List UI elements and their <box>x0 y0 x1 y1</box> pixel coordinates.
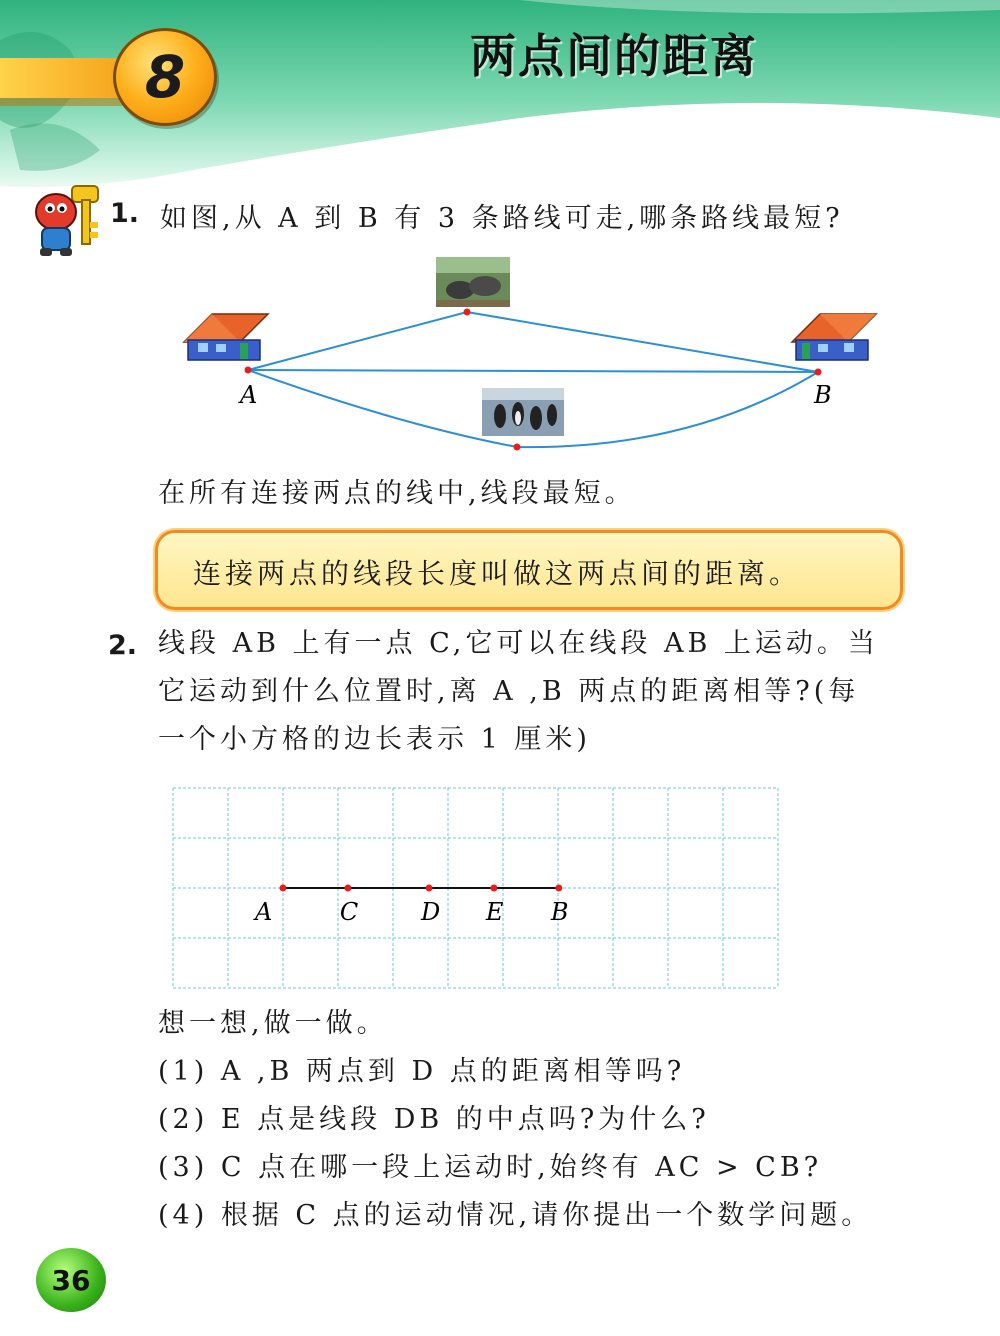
grid-point-a <box>280 885 287 892</box>
think-title: 想一想,做一做。 <box>158 1008 388 1039</box>
page-title: 两点间的距离 <box>470 29 758 83</box>
route-straight <box>248 370 818 372</box>
grid-figure <box>170 786 784 994</box>
point-lower <box>514 444 521 451</box>
q2-line-1: 线段 AB 上有一点 C,它可以在线段 AB 上运动。当 <box>158 628 879 659</box>
grid-point-d <box>426 885 433 892</box>
grid-point-c <box>344 885 351 892</box>
question-2-number: 2. <box>108 630 138 661</box>
grid-label-b: B <box>550 898 569 926</box>
house-a-icon <box>184 314 268 360</box>
grid-point-e <box>490 885 497 892</box>
grid-label-c: C <box>339 898 359 926</box>
elephant-photo-icon <box>436 257 510 307</box>
route-upper <box>248 312 818 372</box>
sub-question-3: (3) C 点在哪一段上运动时,始终有 AC > CB? <box>158 1152 823 1183</box>
sub-question-1: (1) A ,B 两点到 D 点的距离相等吗? <box>158 1056 686 1087</box>
label-b: B <box>814 381 832 409</box>
chapter-number: 8 <box>144 43 186 111</box>
question-1-text: 如图,从 A 到 B 有 3 条路线可走,哪条路线最短? <box>160 203 844 234</box>
grid-label-d: D <box>421 898 441 926</box>
point-upper <box>464 309 471 316</box>
q1-conclusion: 在所有连接两点的线中,线段最短。 <box>158 478 636 509</box>
definition-text: 连接两点的线段长度叫做这两点间的距离。 <box>193 557 802 590</box>
mascot-key-icon <box>28 182 106 266</box>
point-a <box>245 367 252 374</box>
sub-question-4: (4) 根据 C 点的运动情况,请你提出一个数学问题。 <box>158 1200 873 1231</box>
sub-question-2: (2) E 点是线段 DB 的中点吗?为什么? <box>158 1104 710 1135</box>
grid-point-b <box>555 885 562 892</box>
routes-diagram <box>170 250 890 464</box>
point-b <box>815 369 822 376</box>
page-number: 36 <box>51 1263 91 1297</box>
grid-label-e: E <box>485 898 504 926</box>
grid-label-a: A <box>255 898 273 926</box>
house-b-icon <box>792 314 876 360</box>
penguin-photo-icon <box>482 388 564 436</box>
q2-line-2: 它运动到什么位置时,离 A ,B 两点的距离相等?(每 <box>158 676 860 707</box>
grid-points <box>253 885 568 927</box>
q2-line-3: 一个小方格的边长表示 1 厘米) <box>158 724 591 755</box>
question-1-number: 1. <box>110 198 140 229</box>
page-number-badge <box>36 1248 106 1312</box>
chapter-badge <box>113 28 217 126</box>
label-a: A <box>240 381 258 409</box>
